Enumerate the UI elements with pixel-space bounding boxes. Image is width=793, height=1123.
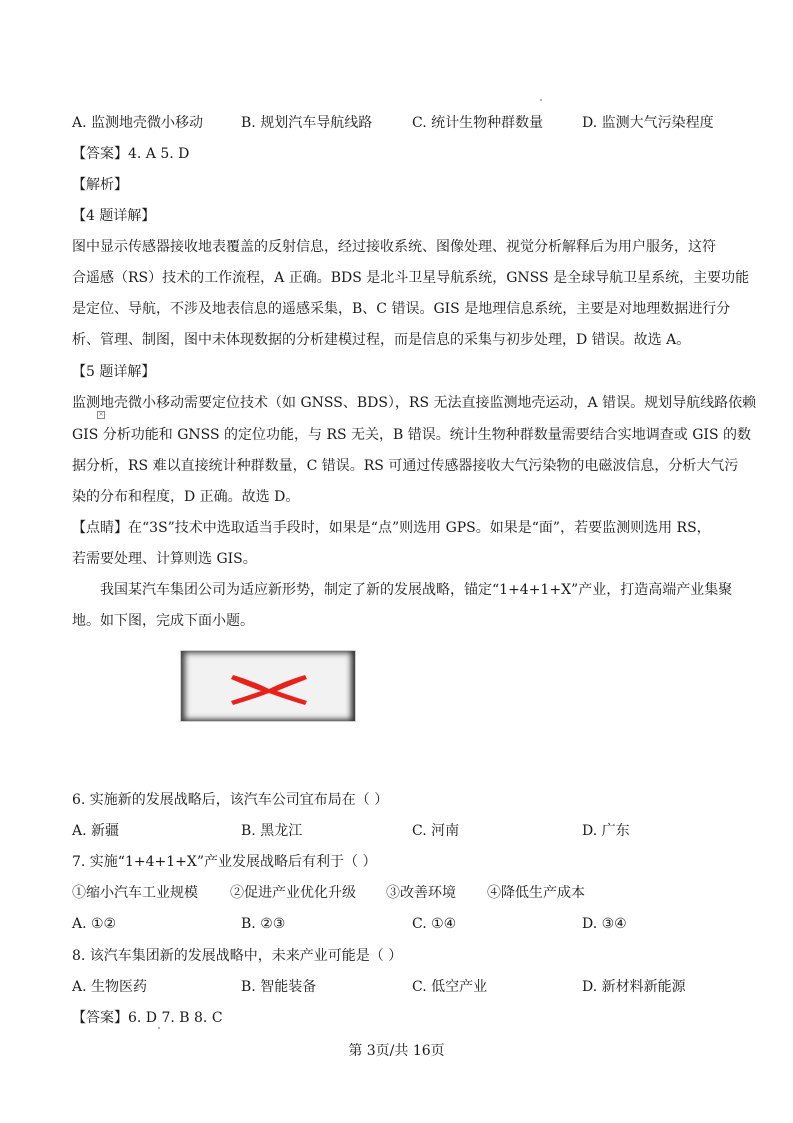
q5-line: 监测地壳微小移动需要定位技术（如 GNSS、BDS），RS 无法直接监测地壳运动，A 错误。规划导航线路依赖: [72, 395, 757, 411]
q6-option-b: B. 黑龙江: [241, 823, 303, 839]
answer-tag: 【答案】: [72, 1010, 128, 1026]
q8-stem: 8. 该汽车集团新的发展战略中，未来产业可能是（ ）: [72, 948, 403, 964]
q8-option-a: A. 生物医药: [72, 979, 148, 995]
q5-option-d: D. 监测大气污染程度: [582, 115, 714, 131]
q5-detail-heading: 【5 题详解】: [72, 364, 156, 380]
q7-item: ③改善环境: [386, 885, 456, 901]
q8-option-d: D. 新材料新能源: [582, 979, 686, 995]
answer-4-5: [72, 144, 189, 164]
q5-option-a: A. 监测地壳微小移动: [72, 115, 204, 131]
q7-option-c: C. ①④: [412, 916, 457, 932]
key-point-line: 若需要处理、计算则选 GIS。: [72, 551, 257, 567]
q6-stem: 6. 实施新的发展战略后，该汽车公司宜布局在（ ）: [72, 792, 389, 808]
answer-tag: 【答案】: [72, 146, 128, 162]
q7-stem: 7. 实施“1+4+1+X”产业发展战略后有利于（ ）: [72, 854, 377, 870]
key-point-text: 在“3S”技术中选取适当手段时，如果是“点”则选用 GPS。如果是“面”，若要监测则选用 RS，: [128, 520, 711, 536]
analysis-heading: 【解析】: [72, 177, 128, 193]
q5-option-b: B. 规划汽车导航线路: [241, 115, 373, 131]
q6-option-a: A. 新疆: [72, 823, 120, 839]
key-point-line: [72, 518, 711, 538]
answer-text: 6. D 7. B 8. C: [128, 1010, 223, 1026]
q7-item: ①缩小汽车工业规模: [72, 885, 198, 901]
figure-broken-image: [180, 650, 356, 722]
q5-option-c: C. 统计生物种群数量: [412, 115, 544, 131]
q7-item: ②促进产业优化升级: [230, 885, 356, 901]
q5-line: 染的分布和程度，D 正确。故选 D。: [72, 489, 300, 505]
q6-option-d: D. 广东: [582, 823, 630, 839]
q7-option-d: D. ③④: [582, 916, 627, 932]
stray-dot: [158, 1027, 160, 1029]
passage-line: 地。如下图，完成下面小题。: [72, 613, 254, 629]
anchor-mark-icon: ×: [98, 411, 104, 418]
q4-line: 合遥感（RS）技术的工作流程，A 正确。BDS 是北斗卫星导航系统，GNSS 是全球导航卫星系统，主要功能: [72, 270, 750, 286]
q5-line: GIS 分析功能和 GNSS 的定位功能，与 RS 无关，B 错误。统计生物种群数量需要结合实地调查或 GIS 的数: [72, 427, 751, 443]
key-point-tag: 【点睛】: [72, 520, 128, 536]
q7-item: ④降低生产成本: [487, 885, 585, 901]
answer-text: 4. A 5. D: [128, 146, 190, 162]
stray-dot: [540, 99, 542, 101]
q4-line: 是定位、导航，不涉及地表信息的遥感采集，B、C 错误。GIS 是地理信息系统，主要是对地理数据进行分: [72, 301, 731, 317]
q4-detail-heading: 【4 题详解】: [72, 208, 156, 224]
q5-line: 据分析，RS 难以直接统计种群数量，C 错误。RS 可通过传感器接收大气污染物的电磁波信息，分析大气污: [72, 458, 739, 474]
q8-option-b: B. 智能装备: [241, 979, 317, 995]
q4-line: 析、管理、制图，图中未体现数据的分析建模过程，而是信息的采集与初步处理，D 错误。故选 A。: [72, 332, 691, 348]
red-x-icon: [181, 651, 357, 723]
q4-line: 图中显示传感器接收地表覆盖的反射信息，经过接收系统、图像处理、视觉分析解释后为用户服务，这符: [72, 239, 716, 255]
answer-6-8: [72, 1008, 223, 1028]
q7-option-b: B. ②③: [241, 916, 286, 932]
passage-line: 我国某汽车集团公司为适应新形势，制定了新的发展战略，锚定“1+4+1+X”产业，打造高端产业集聚: [100, 582, 733, 598]
q7-option-a: A. ①②: [72, 916, 117, 932]
page-number: 第 3页/共 16页: [348, 1043, 445, 1059]
q6-option-c: C. 河南: [412, 823, 460, 839]
q8-option-c: C. 低空产业: [412, 979, 488, 995]
